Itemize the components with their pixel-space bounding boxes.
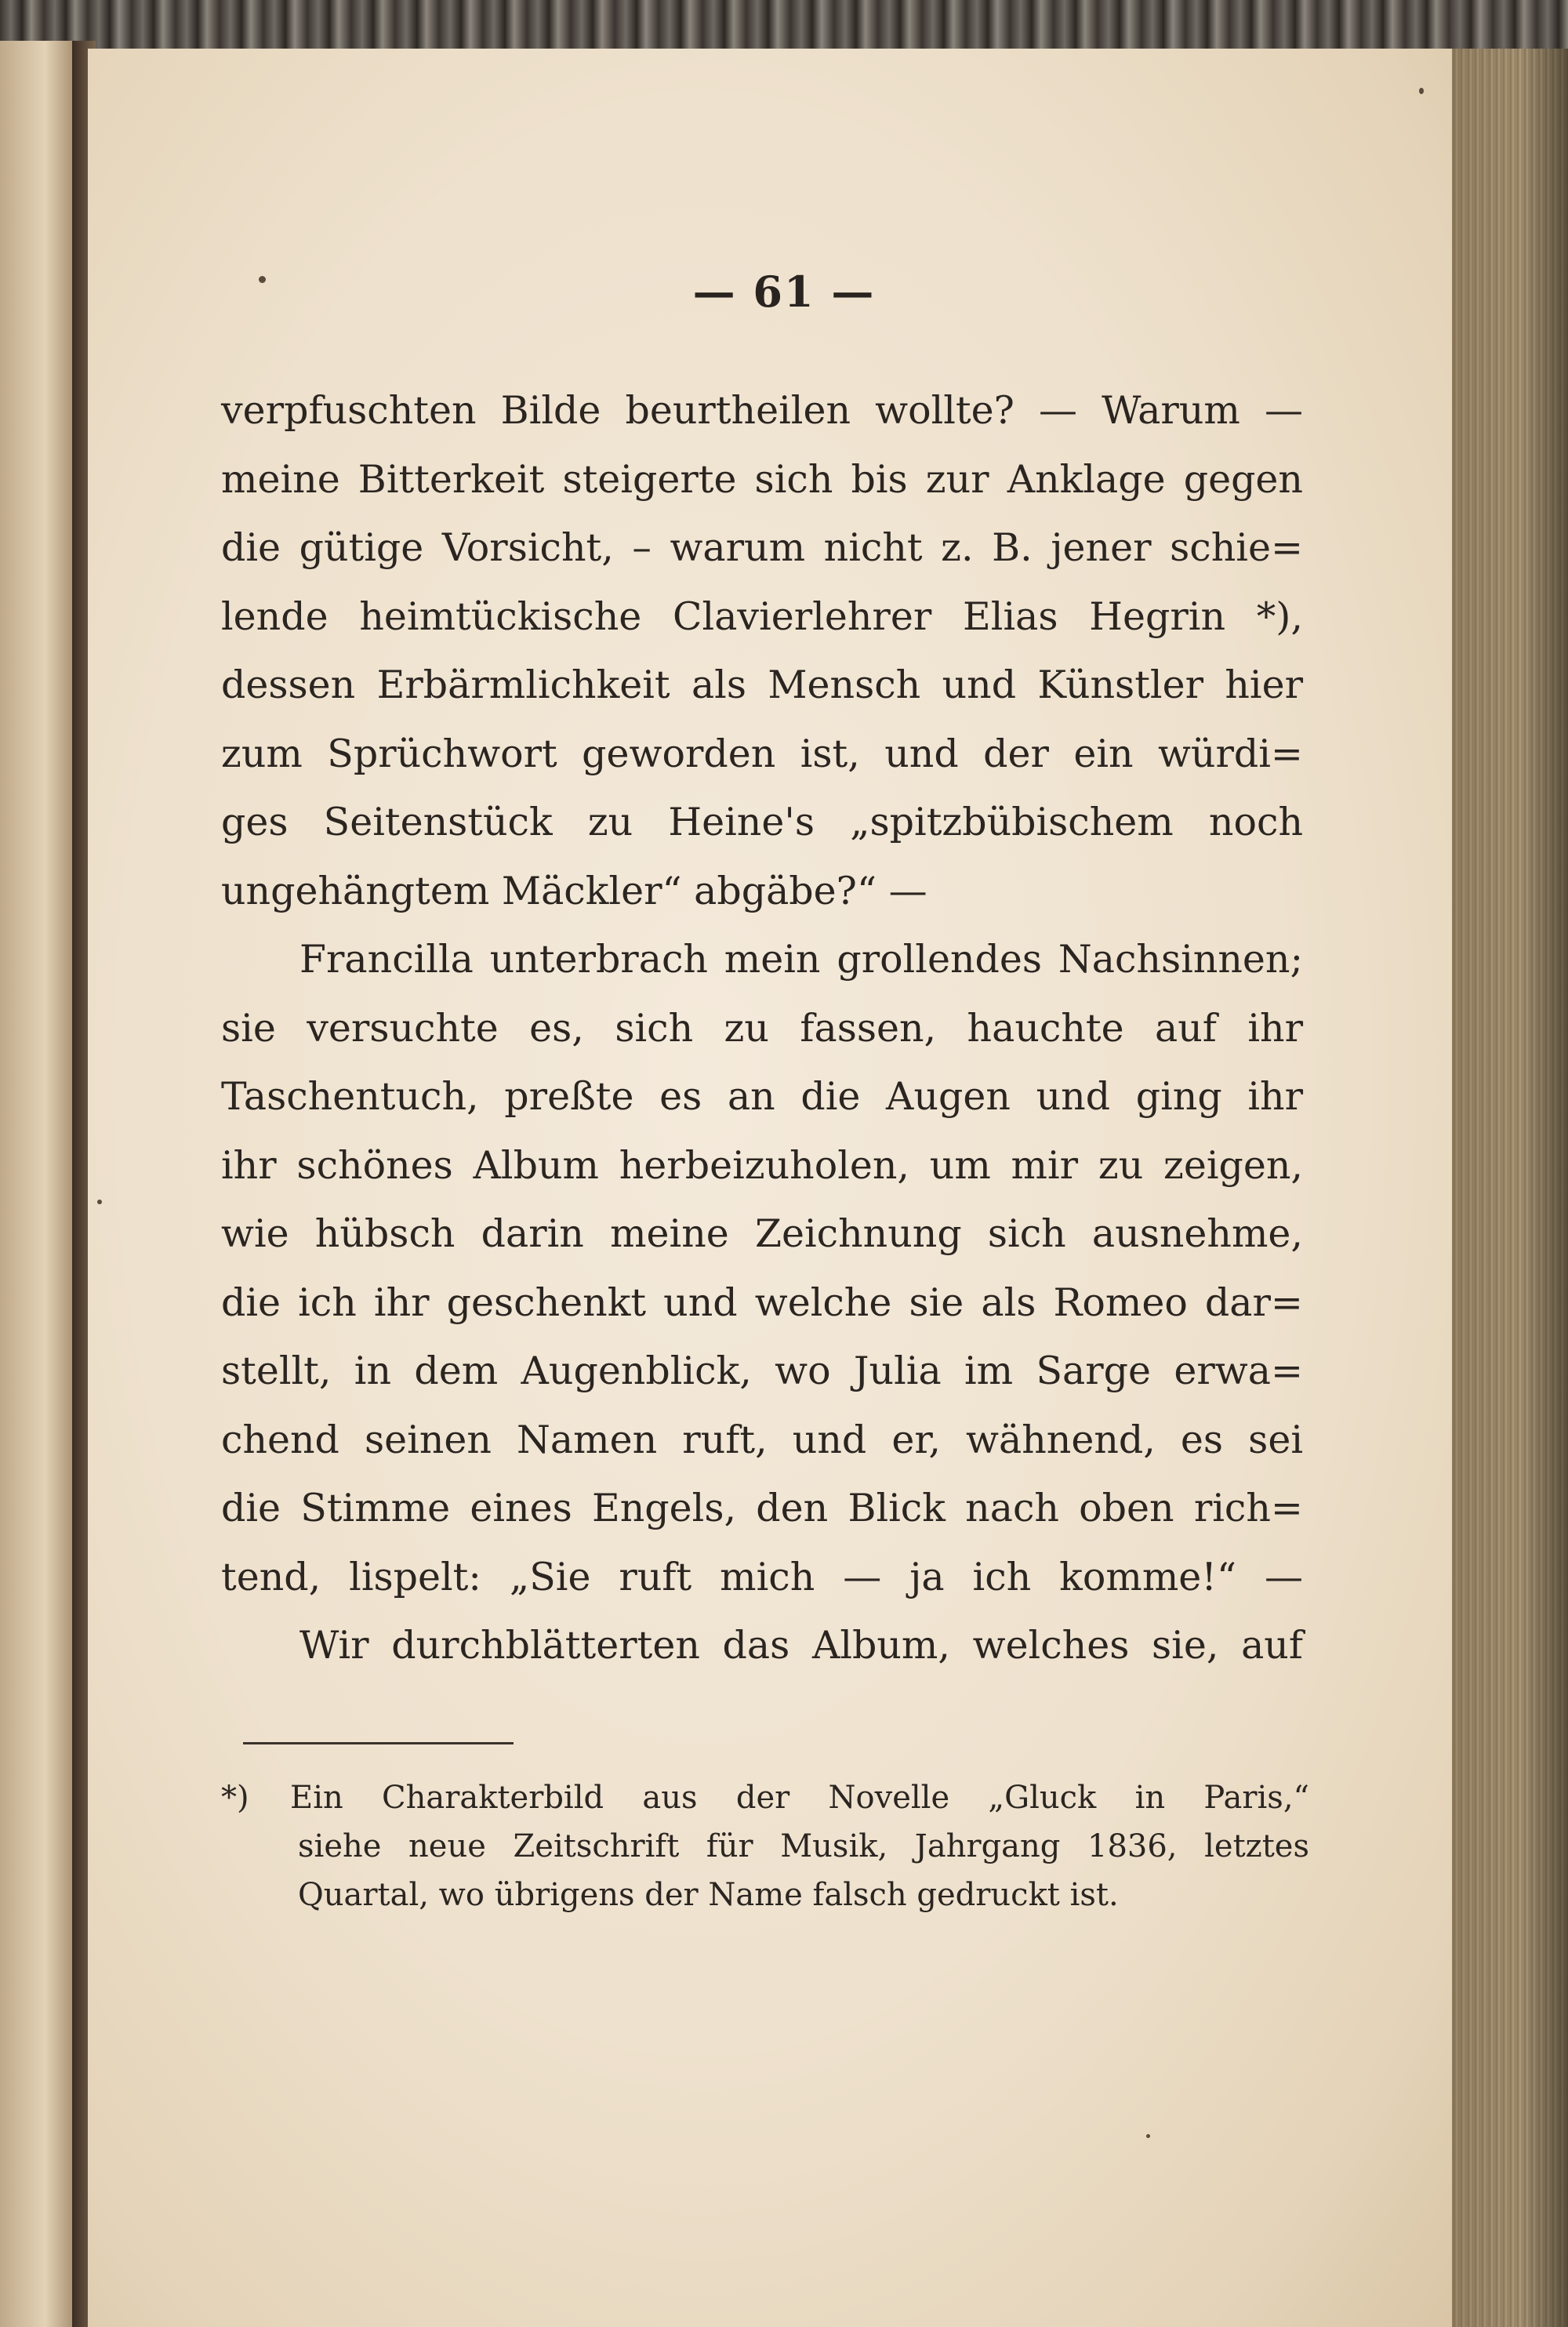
footnote-line: siehe neue Zeitschrift für Musik, Jahrgang 1836, letztes (298, 1828, 1309, 1864)
book-cover-edge (0, 0, 1568, 55)
text-line: Wir durchblätterten das Album, welches sie, auf (299, 1623, 1303, 1668)
text-line: stellt, in dem Augenblick, wo Julia im Sarge erwa= (221, 1349, 1303, 1393)
text-line: ges Seitenstück zu Heine's „spitzbübischem noch (221, 800, 1303, 844)
page-number: — 61 — (692, 267, 876, 317)
footnote-rule (243, 1742, 514, 1744)
text-line: sie versuchte es, sich zu fassen, hauchte auf ihr (221, 1005, 1303, 1051)
footnote-marker: *) (221, 1780, 249, 1816)
text-line: Taschentuch, preßte es an die Augen und ging ihr (221, 1074, 1303, 1119)
text-line: dessen Erbärmlichkeit als Mensch und Künstler hier (221, 663, 1303, 707)
text-line: Francilla unterbrach mein grollendes Nachsinnen; (299, 937, 1303, 982)
left-page-edge (0, 41, 75, 2327)
text-line: tend, lispelt: „Sie ruft mich — ja ich komme!“ — (221, 1554, 1303, 1599)
text-line: ihr schönes Album herbeizuholen, um mir zu zeigen, (221, 1142, 1303, 1188)
paper-speck (259, 276, 266, 283)
paper-speck (97, 1200, 102, 1204)
text-line: die Stimme eines Engels, den Blick nach oben rich= (221, 1486, 1303, 1530)
footnote (221, 1773, 1309, 1919)
footnote-line (221, 1773, 1309, 1822)
text-line: meine Bitterkeit steigerte sich bis zur Anklage gegen (221, 456, 1303, 502)
text-line: zum Sprüchwort geworden ist, und der ein würdi= (221, 731, 1303, 776)
paper-speck (1419, 88, 1424, 94)
text-line: lende heimtückische Clavierlehrer Elias Hegrin *), (221, 594, 1303, 639)
text-line: verpfuschten Bilde beurtheilen wollte? — Warum — (221, 388, 1303, 433)
text-line: die ich ihr geschenkt und welche sie als Romeo dar= (221, 1280, 1303, 1325)
text-line: die gütige Vorsicht, – warum nicht z. B. jener schie= (221, 525, 1303, 570)
text-line: chend seinen Namen ruft, und er, wähnend, es sei (221, 1417, 1303, 1462)
page-edges-shadow (1452, 49, 1568, 2327)
text-line: ungehängtem Mäckler“ abgäbe?“ — (221, 868, 927, 913)
text-line: wie hübsch darin meine Zeichnung sich ausnehme, (221, 1211, 1303, 1256)
footnote-line: Quartal, wo übrigens der Name falsch gedruckt ist. (298, 1877, 1119, 1913)
paper-speck (1146, 2134, 1150, 2138)
body-text (221, 376, 1303, 1680)
footnote-text: Ein Charakterbild aus der Novelle „Gluck in Paris,“ (290, 1780, 1309, 1816)
